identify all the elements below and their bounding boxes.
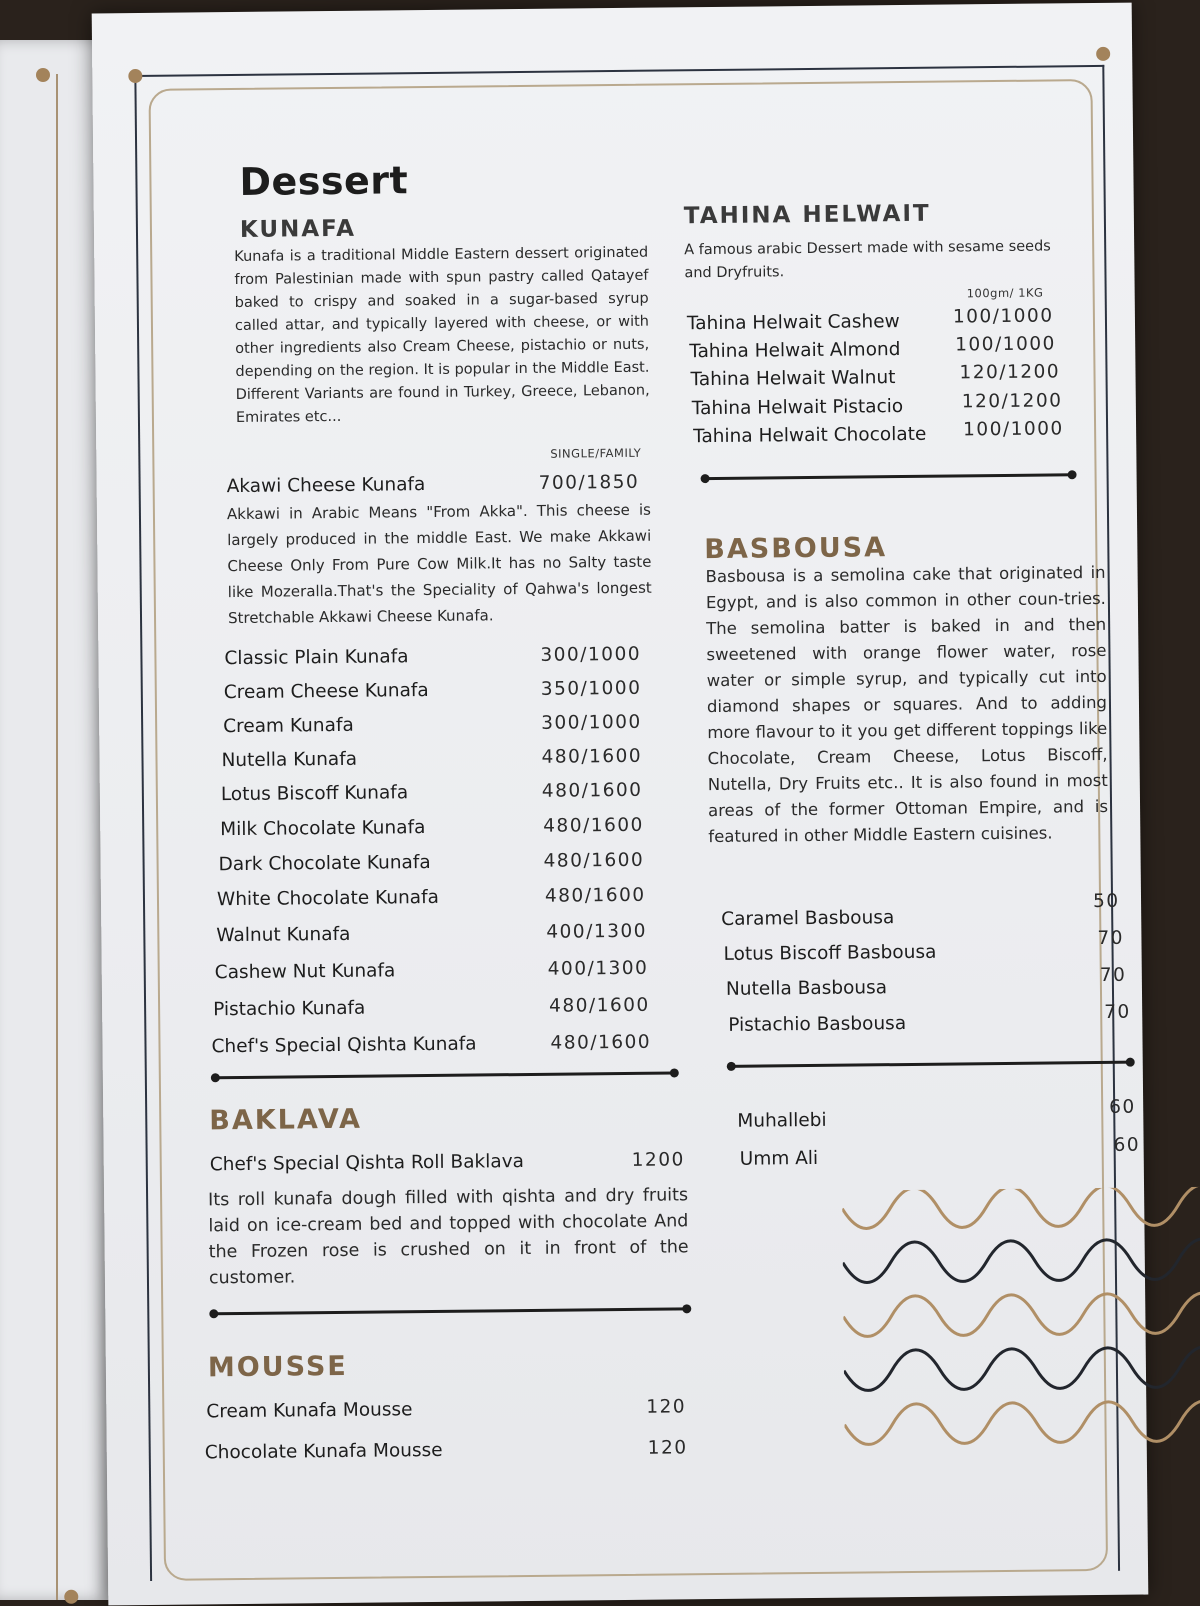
menu-item-price: 480/1600	[549, 994, 650, 1017]
muhallebi-price: 60	[1109, 1096, 1136, 1118]
baklava-description: Its roll kunafa dough filled with qishta and dry fruits laid on ice-cream bed and topped with chocolate And the Frozen rose is crushed on it in front of the customer.	[208, 1185, 689, 1289]
umm-ali-price: 60	[1113, 1134, 1141, 1156]
corner-dot-bottom-left	[64, 1590, 78, 1604]
muhallebi-name: Muhallebi	[737, 1109, 827, 1132]
baklava-item-name: Chef's Special Qishta Roll Baklava	[209, 1151, 525, 1176]
umm-ali-name: Umm Ali	[739, 1147, 819, 1170]
tahina-size-label: 100gm/ 1KG	[966, 285, 1044, 301]
menu-item-name: Cream Kunafa	[223, 714, 354, 738]
menu-item-price: 100/1000	[955, 333, 1056, 356]
menu-item-price: 300/1000	[540, 643, 642, 666]
mousse-item-price: 120	[647, 1437, 688, 1459]
menu-item-price: 480/1600	[541, 745, 643, 768]
baklava-item-price: 1200	[631, 1149, 685, 1171]
basbousa-heading: BASBOUSA	[704, 532, 888, 566]
menu-item-name: Tahina Helwait Almond	[689, 339, 901, 363]
basbousa-description: Basbousa is a semolina cake that originated in Egypt, and is also common in other coun-tries. The semolina batter is baked in and then sweetened with orange flower water, rose water or simple syrup, and typically cut into diamond shapes or squares. And to adding more flavour to it you get different toppings like Chocolate, Cream Cheese, Lotus Biscoff, Nutella, Dry Fruits etc.. It is also found in most areas of the former Ottoman Empire, and is featured in other Middle Eastern cuisines.	[705, 562, 1109, 847]
menu-item-price: 100/1000	[962, 418, 1064, 441]
wave-line-dark	[844, 1346, 1200, 1398]
tahina-description: A famous arabic Dessert made with sesame seeds and Dryfruits.	[684, 238, 1051, 282]
tahina-heading: TAHINA HELWAIT	[683, 200, 931, 230]
menu-item-name: Chef's Special Qishta Kunafa	[211, 1033, 477, 1058]
kunafa-description: Kunafa is a traditional Middle Eastern dessert originated from Palestinian made with spun pastry called Qatayef baked to crispy and soaked in a sugar-based syrup called attar, and typically layered with cheese, or with other ingredients also Cream Cheese, pistachio or nuts, depending on the region. It is popular in the Middle East. Different Variants are found in Turkey, Greece, Lebanon, Emirates etc...	[234, 244, 650, 427]
menu-item-name: White Chocolate Kunafa	[216, 886, 440, 911]
menu-item-price: 300/1000	[541, 711, 642, 734]
menu-item-price: 350/1000	[540, 677, 642, 700]
corner-dot-top-left	[128, 69, 142, 83]
corner-dot-top-right	[1096, 47, 1110, 61]
menu-item-name: Tahina Helwait Pistacio	[691, 396, 904, 420]
menu-item-price: 480/1600	[544, 884, 646, 907]
menu-item-name: Lotus Biscoff Kunafa	[220, 782, 409, 806]
wave-line-gold	[843, 1292, 1200, 1344]
previous-page-border	[56, 74, 58, 1600]
menu-item-name: Caramel Basbousa	[721, 907, 895, 930]
page-title: Dessert	[239, 158, 409, 204]
menu-item-name: Cream Cheese Kunafa	[223, 679, 429, 704]
menu-item-price: 100/1000	[952, 305, 1054, 328]
menu-item-price: 120/1200	[959, 361, 1061, 384]
mousse-item-name: Chocolate Kunafa Mousse	[204, 1439, 443, 1464]
kunafa-heading: KUNAFA	[239, 215, 357, 243]
menu-item-price: 70	[1097, 927, 1125, 950]
menu-item-name: Lotus Biscoff Basbousa	[723, 941, 937, 965]
akawi-description: Akkawi in Arabic Means "From Akka". This cheese is largely produced in the middle East. We make Akkawi Cheese Only From Pure Cow Milk.It has no Salty taste like Mozeralla.That's the Speciality of Qahwa's longest Stretchable Akkawi Cheese Kunafa.	[226, 500, 652, 628]
menu-item-name: Walnut Kunafa	[216, 923, 351, 947]
wave-line-dark	[843, 1238, 1200, 1290]
menu-item-name: Pistachio Basbousa	[728, 1013, 907, 1036]
menu-item-name: Nutella Kunafa	[221, 748, 358, 772]
menu-item-name: Cashew Nut Kunafa	[214, 960, 396, 984]
menu-item-name: Nutella Basbousa	[725, 977, 888, 1000]
mousse-item-price: 120	[646, 1396, 687, 1418]
menu-item-price: 400/1300	[546, 920, 648, 943]
menu-item-price: 480/1600	[543, 849, 645, 872]
wave-line-gold	[844, 1400, 1200, 1452]
menu-item-price: 480/1600	[541, 779, 643, 802]
baklava-heading: BAKLAVA	[209, 1103, 363, 1137]
menu-item-price: 70	[1104, 1001, 1131, 1023]
menu-item-price: 480/1600	[550, 1031, 652, 1054]
menu-item-name: Pistachio Kunafa	[213, 997, 366, 1021]
menu-item-name: Tahina Helwait Chocolate	[693, 423, 927, 448]
previous-page-corner-dot	[36, 68, 50, 82]
akawi-kunafa-name: Akawi Cheese Kunafa	[226, 474, 426, 498]
menu-item-price: 70	[1099, 964, 1127, 986]
menu-item-price: 120/1200	[961, 390, 1063, 413]
menu-item-price: 400/1300	[547, 957, 649, 980]
menu-page	[92, 3, 1149, 1606]
wave-line-gold	[842, 1186, 1200, 1236]
kunafa-size-label: SINGLE/FAMILY	[550, 445, 642, 461]
menu-item-name: Classic Plain Kunafa	[224, 646, 409, 670]
menu-item-name: Dark Chocolate Kunafa	[218, 851, 431, 876]
menu-item-name: Tahina Helwait Cashew	[686, 311, 900, 335]
menu-item-price: 50	[1092, 890, 1120, 913]
decorative-waves	[842, 1186, 1200, 1480]
menu-item-price: 480/1600	[543, 814, 644, 837]
menu-item-name: Milk Chocolate Kunafa	[220, 817, 426, 841]
menu-item-name: Tahina Helwait Walnut	[690, 367, 896, 391]
akawi-kunafa-price: 700/1850	[538, 471, 640, 494]
mousse-heading: MOUSSE	[207, 1350, 348, 1384]
mousse-item-name: Cream Kunafa Mousse	[206, 1399, 413, 1423]
